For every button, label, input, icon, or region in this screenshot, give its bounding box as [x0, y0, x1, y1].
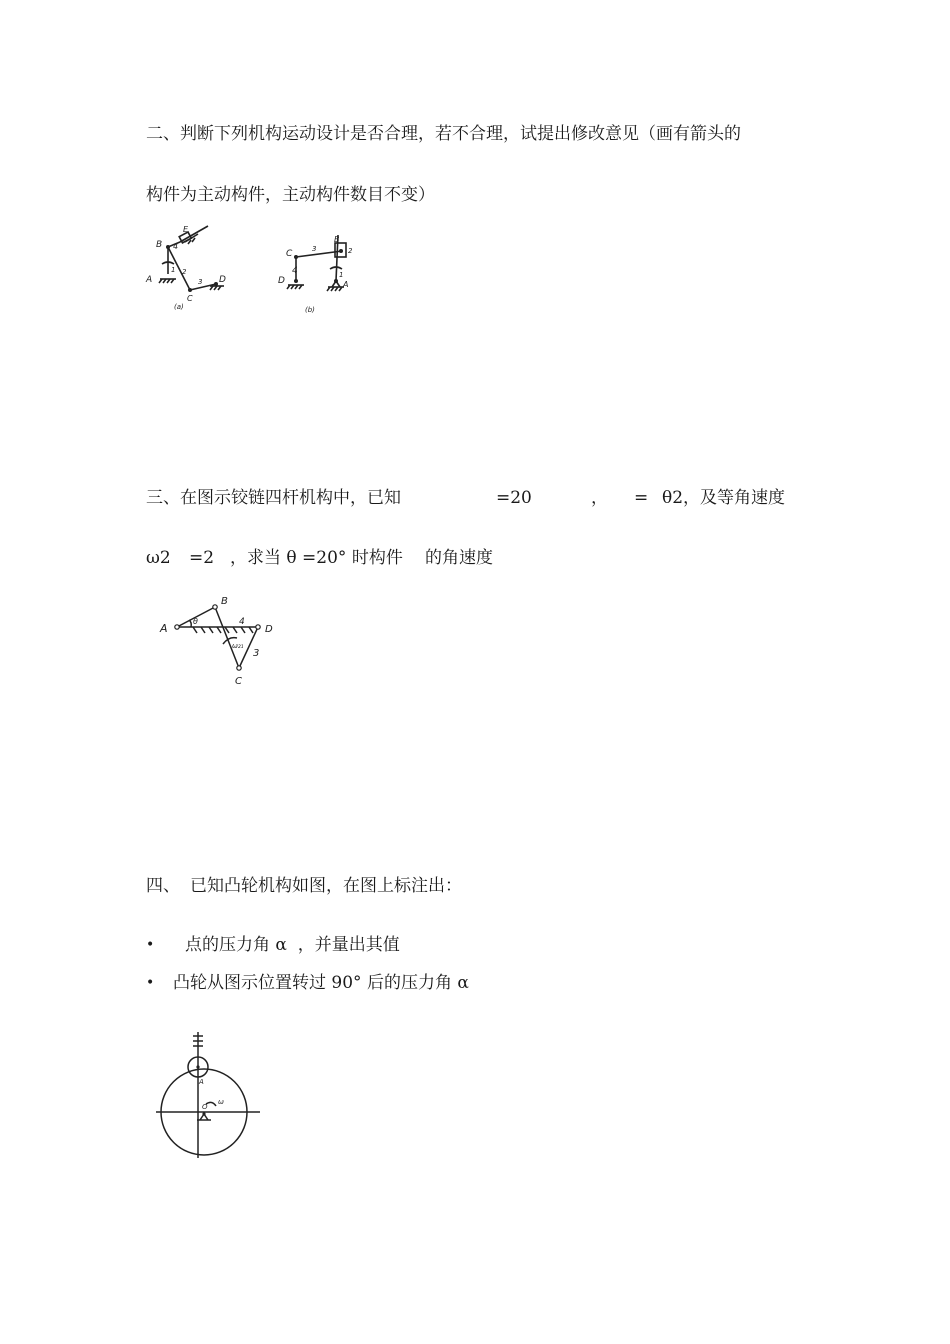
- fig-b-label-b: B: [334, 235, 340, 244]
- q3-line-1-d: =: [634, 488, 649, 508]
- q4-title-a: 四、: [146, 876, 180, 896]
- four-bar-label-3: 3: [253, 648, 260, 659]
- cam-label-o: O: [202, 1103, 208, 1111]
- q3-line-2-a: ω2: [146, 548, 171, 568]
- fig-b-label-4: 4: [292, 266, 298, 276]
- q3-line-1-a: 三、在图示铰链四杆机构中，已知: [146, 488, 401, 508]
- fig-a-label-4: 4: [173, 242, 179, 251]
- q4-bullet-2-text: 凸轮从图示位置转过 90° 后的压力角 α: [173, 973, 469, 993]
- q2-line-2: 构件为主动构件，主动构件数目不变）: [146, 185, 435, 205]
- fig-a-label-3: 3: [198, 278, 203, 286]
- fig-a-label-e: E: [183, 225, 189, 234]
- fig-b-label-2: 2: [348, 247, 353, 255]
- fig-a-label-c: C: [187, 294, 193, 303]
- mechanism-figure-a: [140, 222, 250, 317]
- q4-bullet-1-marker: •: [146, 937, 155, 953]
- q3-line-2-c: ，求当 θ =20° 时构件: [230, 548, 403, 568]
- mechanism-figure-b: [272, 235, 372, 320]
- fig-b-label-1: 1: [339, 271, 344, 279]
- four-bar-label-b: B: [221, 596, 228, 607]
- fig-a-label-2: 2: [182, 268, 187, 276]
- q3-line-1-b: =20: [496, 488, 532, 508]
- fig-a-label-1: 1: [171, 266, 176, 274]
- fig-b-label-c: C: [286, 249, 293, 259]
- fig-a-caption: (a): [174, 303, 184, 311]
- fig-a-label-a: A: [146, 275, 153, 285]
- q3-line-2-d: 的角速度: [425, 548, 493, 568]
- fig-a-label-b: B: [156, 240, 163, 250]
- four-bar-label-omega: ω₂₁: [232, 642, 244, 650]
- cam-mechanism-figure: [150, 1022, 270, 1162]
- fig-b-label-3: 3: [312, 245, 317, 253]
- four-bar-label-theta: θ: [193, 617, 198, 626]
- fig-b-label-a: A: [343, 280, 349, 289]
- q2-line-1: 二、判断下列机构运动设计是否合理，若不合理，试提出修改意见（画有箭头的: [146, 124, 741, 144]
- cam-label-omega: ω: [218, 1098, 224, 1106]
- four-bar-label-c: C: [235, 676, 242, 687]
- fig-a-label-d: D: [219, 275, 226, 285]
- fig-b-caption: (b): [305, 306, 315, 314]
- q4-bullet-2-marker: •: [146, 975, 155, 991]
- q4-title-b: 已知凸轮机构如图，在图上标注出：: [190, 876, 462, 896]
- four-bar-label-4: 4: [239, 617, 245, 627]
- q3-line-2-b: =2: [189, 548, 215, 568]
- q3-line-1-c: ，: [591, 488, 608, 508]
- four-bar-label-a: A: [160, 622, 168, 635]
- four-bar-linkage-figure: [155, 590, 295, 690]
- q3-line-1-e: θ2，及等角速度: [662, 488, 786, 508]
- q4-bullet-1-text: 点的压力角 α ，并量出其值: [185, 935, 400, 955]
- fig-b-label-d: D: [278, 276, 285, 286]
- four-bar-label-d: D: [265, 624, 273, 635]
- cam-label-a: A: [199, 1078, 204, 1086]
